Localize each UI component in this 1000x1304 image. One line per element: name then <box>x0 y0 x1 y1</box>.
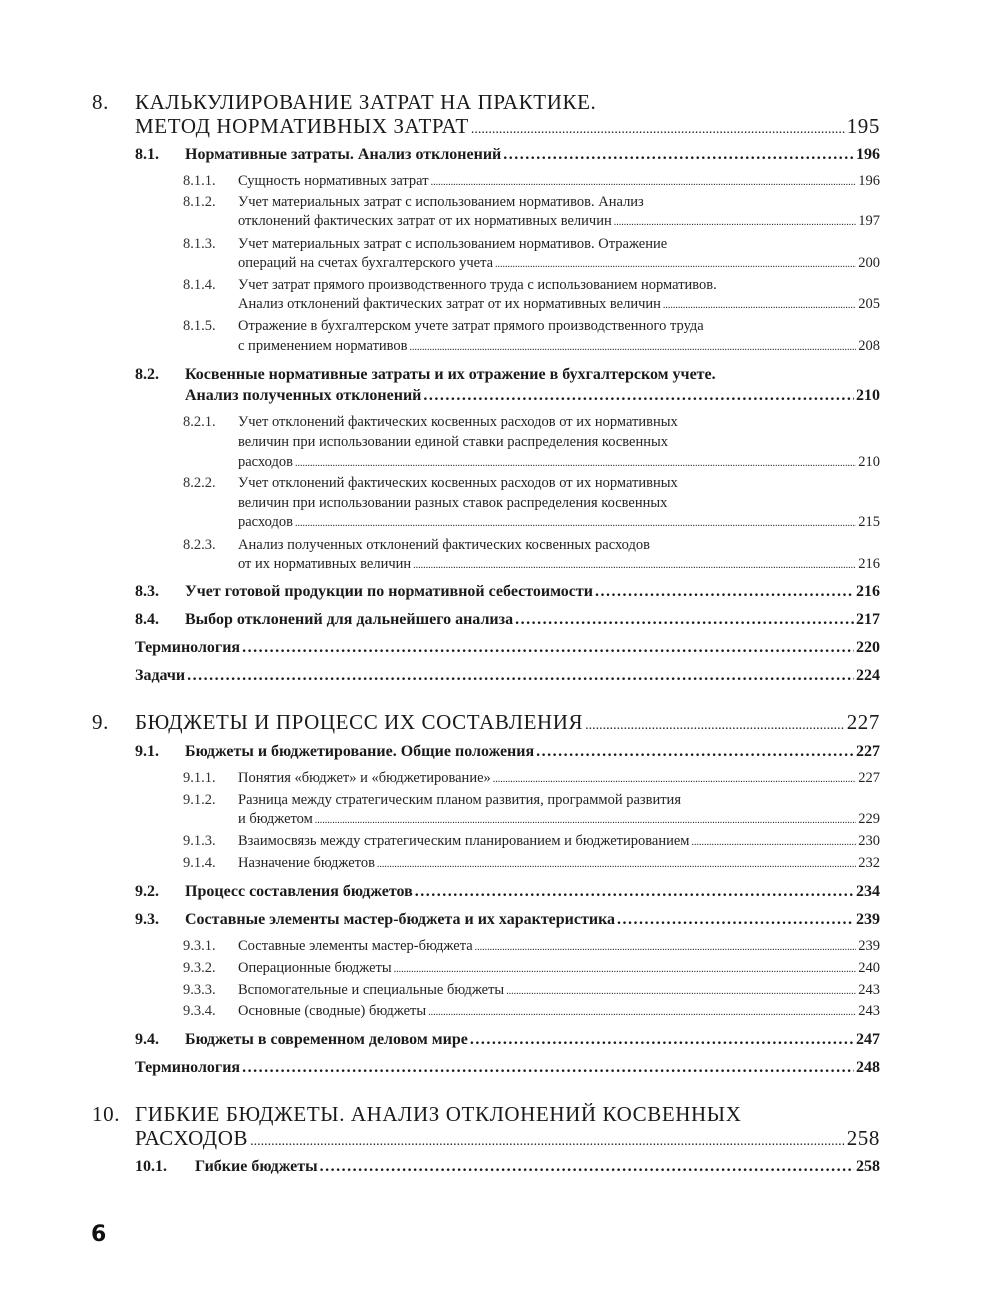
item-title-line-2: операций на счетах бухгалтерского учета <box>238 255 494 271</box>
page-ref: 224 <box>856 667 880 684</box>
item-number: 9.1.2. <box>183 792 216 808</box>
item-number: 9.1.3. <box>183 833 216 849</box>
page-ref: 216 <box>858 556 880 572</box>
page-ref: 248 <box>856 1059 880 1076</box>
page-ref: 243 <box>858 982 880 998</box>
item-number: 8.2.1. <box>183 414 216 430</box>
page-number: 6 <box>91 1222 107 1247</box>
item-title: Операционные бюджеты <box>238 960 392 976</box>
item-number: 8.1.2. <box>183 194 216 210</box>
leader-dots <box>410 342 857 353</box>
section-title: Терминология <box>135 639 241 656</box>
chapter-title: БЮДЖЕТЫ И ПРОЦЕСС ИХ СОСТАВЛЕНИЯ <box>135 710 584 734</box>
chapter-number: 8. <box>92 90 109 114</box>
section-title: Процесс составления бюджетов <box>185 883 413 900</box>
page-ref: 240 <box>858 960 880 976</box>
leader-dots <box>431 177 857 188</box>
page-ref: 227 <box>846 710 880 734</box>
leader-dots <box>470 1031 854 1049</box>
section-number: 9.2. <box>135 883 159 900</box>
leader-dots <box>413 560 856 571</box>
section-number: 8.4. <box>135 611 159 628</box>
item-title-line-2: и бюджетом <box>238 811 313 827</box>
item-title-line-1: Разница между стратегическим планом развития, программой развития <box>238 792 681 808</box>
section-title: Нормативные затраты. Анализ отклонений <box>185 146 502 163</box>
page-ref: 227 <box>858 770 880 786</box>
leader-dots <box>503 146 854 164</box>
section-title: Учет готовой продукции по нормативной себестоимости <box>185 583 593 600</box>
page-ref: 196 <box>856 146 880 163</box>
page-ref: 258 <box>846 1126 880 1150</box>
item-title: Основные (сводные) бюджеты <box>238 1003 427 1019</box>
leader-dots <box>585 718 845 734</box>
page-ref: 234 <box>856 883 880 900</box>
page-ref: 210 <box>858 454 880 470</box>
chapter-title-line-2: МЕТОД НОРМАТИВНЫХ ЗАТРАТ <box>135 114 469 138</box>
chapter-number: 9. <box>92 710 109 734</box>
leader-dots <box>506 986 856 997</box>
page-ref: 210 <box>856 387 880 404</box>
item-title: Взаимосвязь между стратегическим планированием и бюджетированием <box>238 833 690 849</box>
leader-dots <box>614 217 857 228</box>
item-title-line-2: величин при использовании единой ставки распределения косвенных <box>238 434 668 450</box>
leader-dots <box>295 458 856 469</box>
section-number: 8.2. <box>135 366 159 383</box>
page-ref: 239 <box>858 938 880 954</box>
section-number: 9.1. <box>135 743 159 760</box>
page-ref: 217 <box>856 611 880 628</box>
section-title: Терминология <box>135 1059 241 1076</box>
item-title: Вспомогательные и специальные бюджеты <box>238 982 505 998</box>
leader-dots <box>536 743 854 761</box>
item-title: Сущность нормативных затрат <box>238 173 429 189</box>
leader-dots <box>320 1158 854 1176</box>
item-number: 9.1.4. <box>183 855 216 871</box>
leader-dots <box>493 774 856 785</box>
leader-dots <box>691 837 856 848</box>
page-ref: 239 <box>856 911 880 928</box>
item-number: 9.3.2. <box>183 960 216 976</box>
item-title-line-2: величин при использовании разных ставок распределения косвенных <box>238 495 668 511</box>
page-ref: 220 <box>856 639 880 656</box>
item-title-line-2: Анализ отклонений фактических затрат от их нормативных величин <box>238 296 661 312</box>
item-number: 9.1.1. <box>183 770 216 786</box>
section-title-line-2: Анализ полученных отклонений <box>185 387 422 404</box>
leader-dots <box>315 815 856 826</box>
item-title-line-1: Учет материальных затрат с использованием нормативов. Анализ <box>238 194 644 210</box>
page-ref: 247 <box>856 1031 880 1048</box>
page-ref: 258 <box>856 1158 880 1175</box>
page-ref: 215 <box>858 514 880 530</box>
page-ref: 227 <box>856 743 880 760</box>
leader-dots <box>242 639 854 657</box>
leader-dots <box>515 611 854 629</box>
leader-dots <box>377 859 856 870</box>
leader-dots <box>295 518 856 529</box>
section-title: Гибкие бюджеты <box>195 1158 318 1175</box>
leader-dots <box>250 1134 845 1150</box>
section-title: Выбор отклонений для дальнейшего анализа <box>185 611 514 628</box>
item-number: 8.1.4. <box>183 277 216 293</box>
item-title-line-2: с применением нормативов <box>238 338 408 354</box>
item-title-line-3: расходов <box>238 514 293 530</box>
leader-dots <box>617 911 854 929</box>
item-number: 8.2.2. <box>183 475 216 491</box>
page-ref: 229 <box>858 811 880 827</box>
item-number: 8.1.1. <box>183 173 216 189</box>
item-title-line-2: отклонений фактических затрат от их нормативных величин <box>238 213 612 229</box>
page-ref: 197 <box>858 213 880 229</box>
leader-dots <box>394 964 857 975</box>
item-title: Понятия «бюджет» и «бюджетирование» <box>238 770 491 786</box>
chapter-title-line-1: ГИБКИЕ БЮДЖЕТЫ. АНАЛИЗ ОТКЛОНЕНИЙ КОСВЕННЫХ <box>135 1102 742 1126</box>
leader-dots <box>475 942 857 953</box>
chapter-number: 10. <box>92 1102 121 1126</box>
leader-dots <box>428 1007 856 1018</box>
item-title-line-1: Учет отклонений фактических косвенных расходов от их нормативных <box>238 414 678 430</box>
item-number: 9.3.4. <box>183 1003 216 1019</box>
page-ref: 196 <box>858 173 880 189</box>
leader-dots <box>495 259 856 270</box>
section-number: 10.1. <box>135 1158 167 1175</box>
leader-dots <box>415 883 854 901</box>
section-title: Бюджеты и бюджетирование. Общие положения <box>185 743 535 760</box>
section-title: Бюджеты в современном деловом мире <box>185 1031 468 1048</box>
leader-dots <box>663 300 856 311</box>
item-number: 8.1.5. <box>183 318 216 334</box>
page-ref: 205 <box>858 296 880 312</box>
item-title: Составные элементы мастер-бюджета <box>238 938 473 954</box>
item-title-line-1: Учет отклонений фактических косвенных расходов от их нормативных <box>238 475 678 491</box>
item-title-line-3: расходов <box>238 454 293 470</box>
section-title-line-1: Косвенные нормативные затраты и их отражение в бухгалтерском учете. <box>185 366 716 383</box>
item-title-line-2: от их нормативных величин <box>238 556 412 572</box>
page-ref: 232 <box>858 855 880 871</box>
leader-dots <box>423 387 854 405</box>
item-number: 8.1.3. <box>183 236 216 252</box>
leader-dots <box>187 667 854 685</box>
item-title: Назначение бюджетов <box>238 855 375 871</box>
item-number: 9.3.3. <box>183 982 216 998</box>
chapter-title-line-2: РАСХОДОВ <box>135 1126 249 1150</box>
page-ref: 216 <box>856 583 880 600</box>
leader-dots <box>471 122 845 138</box>
page-ref: 208 <box>858 338 880 354</box>
leader-dots <box>242 1059 854 1077</box>
section-number: 9.3. <box>135 911 159 928</box>
item-number: 8.2.3. <box>183 537 216 553</box>
page-ref: 195 <box>846 114 880 138</box>
chapter-title-line-1: КАЛЬКУЛИРОВАНИЕ ЗАТРАТ НА ПРАКТИКЕ. <box>135 90 597 114</box>
page-ref: 243 <box>858 1003 880 1019</box>
item-title-line-1: Отражение в бухгалтерском учете затрат прямого производственного труда <box>238 318 704 334</box>
section-title: Задачи <box>135 667 186 684</box>
item-title-line-1: Учет затрат прямого производственного труда с использованием нормативов. <box>238 277 717 293</box>
page-ref: 230 <box>858 833 880 849</box>
item-title-line-1: Учет материальных затрат с использованием нормативов. Отражение <box>238 236 668 252</box>
section-number: 9.4. <box>135 1031 159 1048</box>
section-number: 8.1. <box>135 146 159 163</box>
page-ref: 200 <box>858 255 880 271</box>
item-title-line-1: Анализ полученных отклонений фактических косвенных расходов <box>238 537 650 553</box>
section-title: Составные элементы мастер-бюджета и их характеристика <box>185 911 616 928</box>
section-number: 8.3. <box>135 583 159 600</box>
item-number: 9.3.1. <box>183 938 216 954</box>
leader-dots <box>595 583 854 601</box>
